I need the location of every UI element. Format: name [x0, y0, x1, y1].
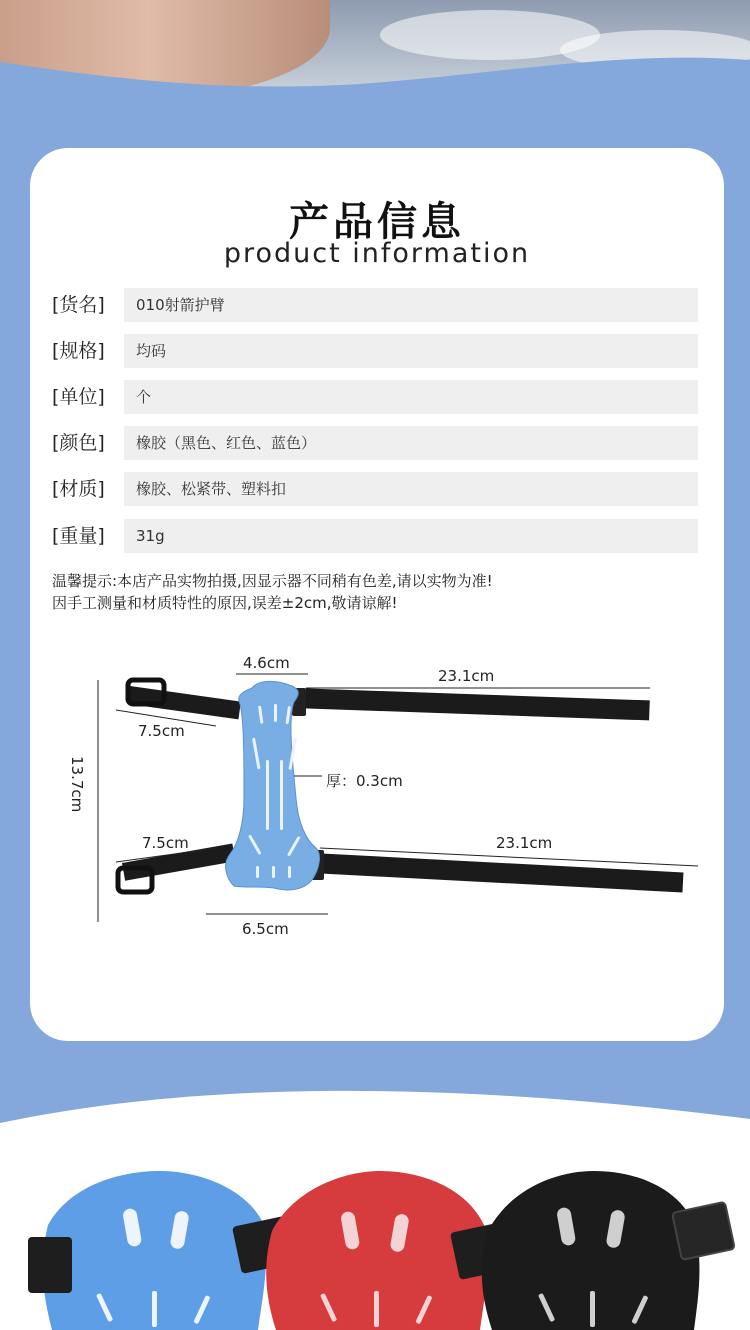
dim-buckle-top: 7.5cm — [138, 722, 185, 740]
spec-row-weight — [52, 519, 698, 553]
page-subtitle: product information — [223, 238, 531, 269]
spec-value: 31g — [124, 519, 698, 553]
spec-value: 010射箭护臂 — [124, 288, 698, 322]
spec-row-unit — [52, 380, 698, 414]
spec-value: 个 — [124, 380, 698, 414]
spec-key: [单位] — [52, 386, 105, 408]
spec-value: 均码 — [124, 334, 698, 368]
dim-thickness: 厚：0.3cm — [326, 772, 403, 790]
spec-key: [重量] — [52, 525, 105, 547]
dim-buckle-bottom: 7.5cm — [142, 834, 189, 852]
spec-value: 橡胶（黑色、红色、蓝色） — [124, 426, 698, 460]
tip-line-1: 温馨提示:本店产品实物拍摄,因显示器不同稍有色差,请以实物为准! — [52, 572, 493, 590]
spec-row-size — [52, 334, 698, 368]
spec-row-material — [52, 472, 698, 506]
dim-bottom-width: 6.5cm — [242, 920, 289, 938]
dim-strap-top: 23.1cm — [438, 667, 495, 685]
hero-photo — [0, 0, 750, 150]
dim-strap-bottom: 23.1cm — [496, 834, 553, 852]
spec-row-color — [52, 426, 698, 460]
variants-drawing — [0, 1085, 750, 1330]
spec-key: [货名] — [52, 294, 105, 316]
dim-height: 13.7cm — [68, 756, 86, 813]
spec-key: [规格] — [52, 340, 105, 362]
spec-key: [材质] — [52, 478, 105, 500]
spec-key: [颜色] — [52, 432, 105, 454]
dimension-diagram — [30, 648, 724, 948]
dim-top-width: 4.6cm — [243, 654, 290, 672]
arm-guard-drawing — [30, 648, 724, 948]
spec-value: 橡胶、松紧带、塑料扣 — [124, 472, 698, 506]
color-variants-photo — [0, 1085, 750, 1330]
spec-row-name — [52, 288, 698, 322]
wave-divider — [0, 0, 750, 150]
product-info-card — [30, 148, 724, 1041]
page-title: 产品信息 — [289, 199, 465, 245]
tip-line-2: 因手工测量和材质特性的原因,误差±2cm,敬请谅解! — [52, 594, 398, 612]
